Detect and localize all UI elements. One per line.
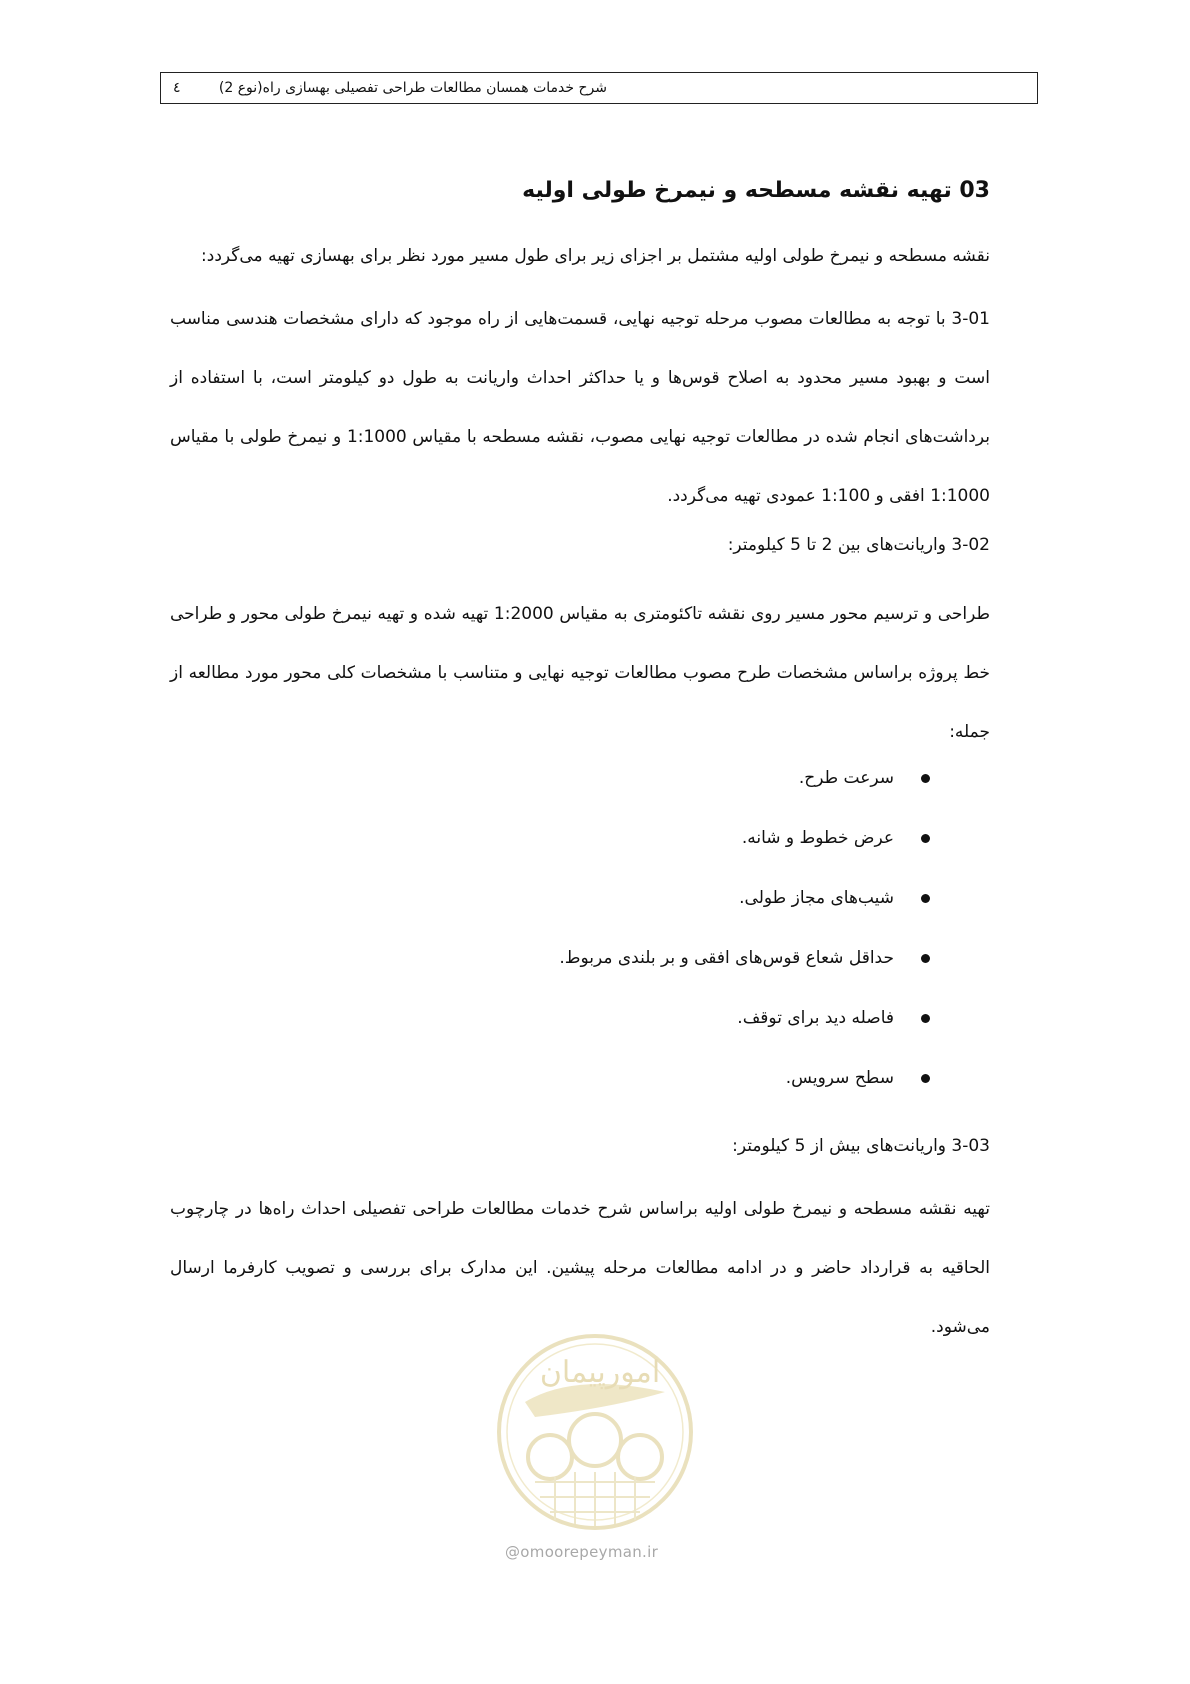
paragraph-3-03: تهیه نقشه مسطحه و نیمرخ طولی اولیه براساس شرح خدمات مطالعات طراحی تفصیلی احداث راه‌ها در چارچوب الحاقیه به قرارداد حاضر و در ادامه مطالعات مرحله پیشین. این مدارک برای بررسی و تصویب کارفرما ارسال می‌شود. <box>170 1199 990 1337</box>
bullet-icon <box>921 834 930 843</box>
bullet-icon <box>921 1014 930 1023</box>
list-item: سرعت طرح. <box>500 768 930 828</box>
header-title: شرح خدمات همسان مطالعات طراحی تفصیلی بهسازی راه(نوع 2) <box>218 80 607 96</box>
list-item: عرض خطوط و شانه. <box>500 828 930 888</box>
list-item: فاصله دید برای توقف. <box>500 1008 930 1068</box>
watermark-seal-logo <box>495 1332 695 1532</box>
criteria-list <box>500 768 930 1128</box>
watermark-logo-text: امورپیمان <box>539 1355 661 1390</box>
paragraph-3-01: 3-01 با توجه به مطالعات مصوب مرحله توجیه نهایی، قسمت‌هایی از راه موجود که دارای مشخصات هندسی مناسب است و بهبود مسیر محدود به اصلاح قوس‌ها و یا حداکثر احداث واریانت به طول دو کیلومتر است، با استفاده از برداشت‌های انجام شده در مطالعات توجیه نهایی مصوب، نقشه مسطحه با مقیاس 1:1000 و نیمرخ طولی با مقیاس 1:1000 افقی و 1:100 عمودی تهیه می‌گردد. <box>170 309 990 506</box>
subheading-3-02: 3-02 واریانت‌های بین 2 تا 5 کیلومتر: <box>727 535 990 555</box>
bullet-icon <box>921 774 930 783</box>
intro-paragraph: نقشه مسطحه و نیمرخ طولی اولیه مشتمل بر اجزای زیر برای طول مسیر مورد نظر برای بهسازی تهیه می‌گردد: <box>201 246 990 266</box>
bullet-icon <box>921 954 930 963</box>
list-item: حداقل شعاع قوس‌های افقی و بر بلندی مربوط. <box>500 948 930 1008</box>
paragraph-3-02: طراحی و ترسیم محور مسیر روی نقشه تاکئومتری به مقیاس 1:2000 تهیه شده و تهیه نیمرخ طولی محور و طراحی خط پروژه براساس مشخصات طرح مصوب مطالعات توجیه نهایی و متناسب با مشخصات کلی محور مورد مطالعه از جمله: <box>170 604 991 742</box>
section-heading: 03 تهیه نقشه مسطحه و نیمرخ طولی اولیه <box>522 178 990 203</box>
subheading-3-03: 3-03 واریانت‌های بیش از 5 کیلومتر: <box>732 1136 990 1156</box>
bullet-icon <box>921 894 930 903</box>
list-item: شیب‌های مجاز طولی. <box>500 888 930 948</box>
page-number: ٤ <box>173 80 181 96</box>
bullet-icon <box>921 1074 930 1083</box>
watermark-site: @omoorepeyman.ir <box>505 1543 659 1561</box>
list-item: سطح سرویس. <box>500 1068 930 1128</box>
page-header <box>160 72 1038 104</box>
